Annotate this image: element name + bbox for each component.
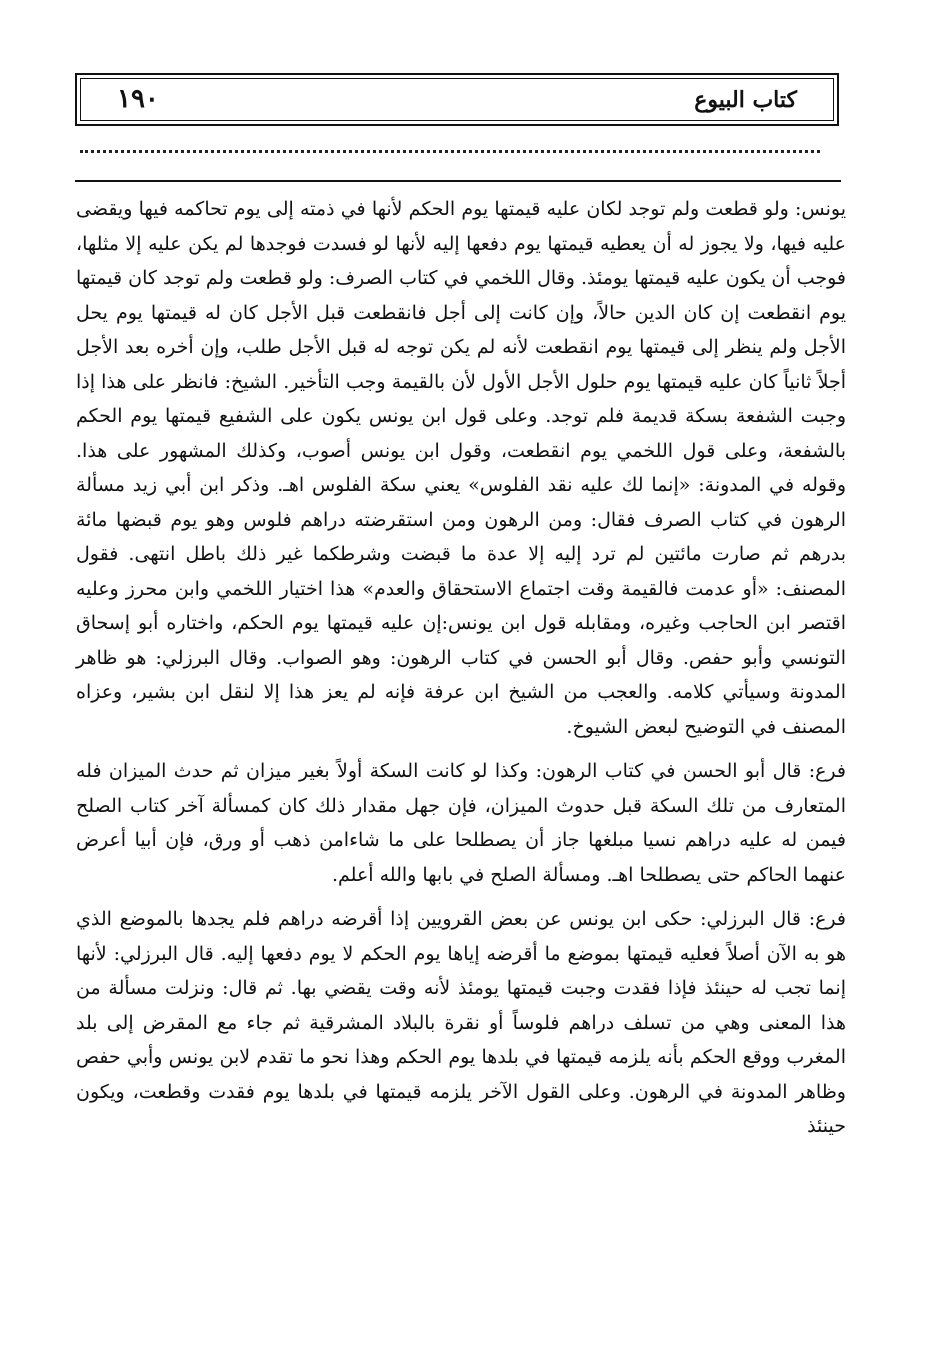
paragraph-branch-2: فرع: قال البرزلي: حكى ابن يونس عن بعض القرويين إذا أقرضه دراهم فلم يجدها بالموضع الذي هو به الآن أصلاً فعليه قيمتها بموضع ما أقرضه إياها يوم الحكم لا يوم دفعها إليه. قال البرزلي: لأنها إنما تجب له حينئذ فإذا فقدت وجبت قيمتها يومئذ لأنه وقت يقضي بها. ثم قال: ونزلت مسألة من هذا المعنى وهي من تسلف دراهم فلوساً أو نقرة بالبلاد المشرقية ثم جاء مع المقرض إلى بلد المغرب ووقع الحكم بأنه يلزمه قيمتها في بلدها يوم الحكم وهذا نحو ما تقدم لابن يونس وأبي حفص وظاهر المدونة في الرهون. وعلى القول الآخر يلزمه قيمتها في بلدها يوم فقدت وقطعت، ويكون حينئذ <box>76 908 846 1137</box>
solid-divider <box>75 180 841 182</box>
paragraph-main: يونس: ولو قطعت ولم توجد لكان عليه قيمتها يوم الحكم لأنها في ذمته إلى يوم تحاكمه فيها ويقضى عليه فيها، ولا يجوز له أن يعطيه قيمتها يوم دفعها إليه لأنها لو فسدت فوجدها لم يكن عليه إلا مثلها، فوجب أن يكون عليه قيمتها يومئذ. وقال اللخمي في كتاب الصرف: ولو قطعت ولم توجد كان قيمتها يوم انقطعت إن كان الدين حالاً، وإن كانت إلى أجل فانقطعت قبل الأجل كان له قيمتها يوم يحل الأجل ولم ينظر إلى قيمتها يوم انقطعت لأنه لم يكن توجه له قبل الأجل طلب، وإن أخره بعد الأجل أجلاً ثانياً كان عليه قيمتها يوم حلول الأجل الأول لأن بالقيمة وجب التأخير. الشيخ: فانظر على هذا إذا وجبت الشفعة بسكة قديمة فلم توجد. وعلى قول ابن يونس يكون على الشفيع قيمتها يوم الحكم بالشفعة، وعلى قول اللخمي يوم انقطعت، وقول ابن يونس أصوب، وكذلك المشهور على هذا. وقوله في المدونة: «إنما لك عليه نقد الفلوس» يعني سكة الفلوس اهـ. وذكر ابن أبي زيد مسألة الرهون في كتاب الصرف فقال: ومن الرهون ومن استقرضته دراهم فلوس وهو يوم قبضها مائة بدرهم ثم صارت مائتين لم ترد إليه إلا عدة ما قبضت وشرطكما غير ذلك باطل انتهى. فقول المصنف: «أو عدمت فالقيمة وقت اجتماع الاستحقاق والعدم» هذا اختيار اللخمي وابن محرز وعليه اقتصر ابن الحاجب وغيره، ومقابله قول ابن يونس:إن عليه قيمتها يوم الحكم، واختاره أبو إسحاق التونسي وأبو حفص. وقال أبو الحسن في كتاب الرهون: وهو الصواب. وقال البرزلي: هو ظاهر المدونة وسيأتي كلامه. والعجب من الشيخ ابن عرفة فإنه لم يعز هذا إلا لنقل ابن بشير، وعزاه المصنف في التوضيح لبعض الشيوخ. <box>76 198 846 738</box>
paragraph-branch-1: فرع: قال أبو الحسن في كتاب الرهون: وكذا لو كانت السكة أولاً بغير ميزان ثم حدث الميزان فله المتعارف من تلك السكة قبل حدوث الميزان، فإن جهل مقدار ذلك كان كمسألة آخر كتاب الصلح فيمن له عليه دراهم نسيا مبلغها جاز أن يصطلحا على ما شاءامن ذهب أو ورق، فإن أبيا أعرض عنهما الحاكم حتى يصطلحا اهـ. ومسألة الصلح في بابها والله أعلم. <box>76 760 846 886</box>
body-text <box>76 192 846 1144</box>
book-title: كتاب البيوع <box>694 87 797 113</box>
dotted-divider <box>80 150 820 153</box>
page-number: ١٩٠ <box>117 84 159 114</box>
page-header <box>75 73 839 126</box>
